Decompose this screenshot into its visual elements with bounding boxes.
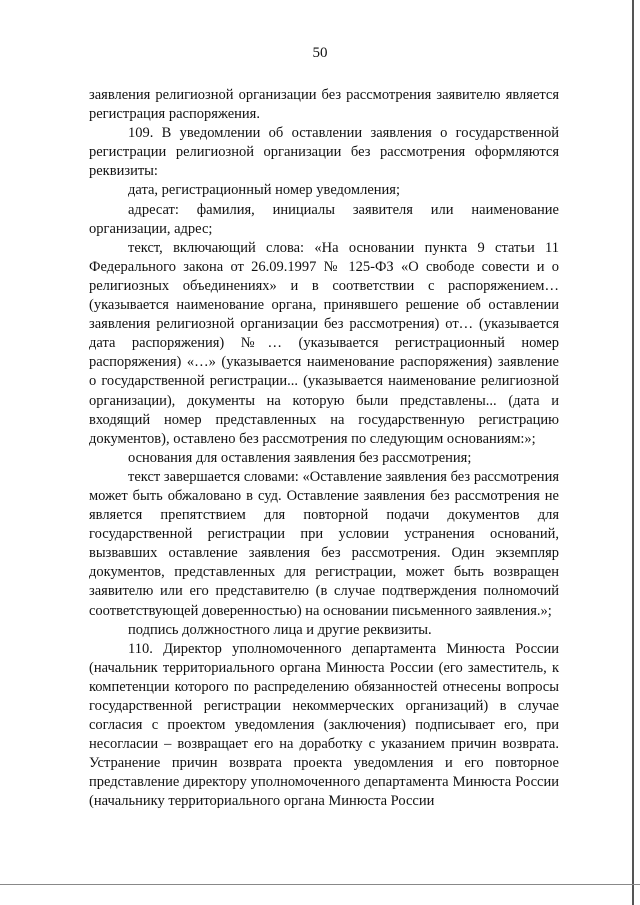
paragraph-110: 110. Директор уполномоченного департамента Минюста России (начальник территориального органа Минюста России (его заместитель, к компетенции которого по распределению обязанностей отнесены вопросы государственной регистрации некоммерческих организаций) в случае согласия с проектом уведомления (заключения) подписывает его, при несогласии – возвращает его на доработку с указанием причин возврата. Устранение причин возврата проекта уведомления и его повторное представление директору уполномоченного департамента Минюста России (начальнику территориального органа Минюста России xyxy=(89,640,559,810)
body-text xyxy=(89,86,559,812)
paragraph-grounds: основания для оставления заявления без рассмотрения; xyxy=(128,449,472,466)
page-number: 50 xyxy=(312,45,328,61)
paragraph-109: 109. В уведомлении об оставлении заявления о государственной регистрации религиозной организации без рассмотрения оформляются реквизиты: xyxy=(89,125,559,180)
paragraph-addressee: адресат: фамилия, инициалы заявителя или наименование организации, адрес; xyxy=(89,201,559,237)
paragraph-continuation: заявления религиозной организации без рассмотрения заявителю является регистрация распоряжения. xyxy=(89,87,559,123)
paragraph-text-including: текст, включающий слова: «На основании пункта 9 статьи 11 Федерального закона от 26.09.1997 № 125-ФЗ «О свободе совести и о религиозных объединениях» и в соответствии с распоряжением… (указывается наименование органа, принявшего решение об оставлении заявления религиозной организации без рассмотрения) от… (указывается дата распоряжения) №… (указывается регистрационный номер распоряжения) «…» (указывается наименование распоряжения) заявление о государственной регистрации... (указывается наименование религиозной организации), документы на которую были представлены... (дата и входящий номер представленных на государственную регистрацию документов), оставлено без рассмотрения по следующим основаниям:»; xyxy=(89,239,559,447)
paragraph-signature: подпись должностного лица и другие реквизиты. xyxy=(128,621,432,638)
paragraph-text-ends: текст завершается словами: «Оставление заявления без рассмотрения может быть обжаловано в суд. Оставление заявления без рассмотрения не является препятствием для повторной подачи документов для государственной регистрации при условии устранения оснований, вызвавших оставление заявления без рассмотрения. Один экземпляр документов, представленных для регистрации, может быть возвращен заявителю или его представителю (в случае подтверждения полномочий соответствующей доверенностью) на основании письменного заявления.»; xyxy=(89,468,559,619)
scan-edge-right xyxy=(632,0,634,905)
paragraph-date-number: дата, регистрационный номер уведомления; xyxy=(128,182,400,199)
scan-edge-bottom xyxy=(0,884,640,885)
